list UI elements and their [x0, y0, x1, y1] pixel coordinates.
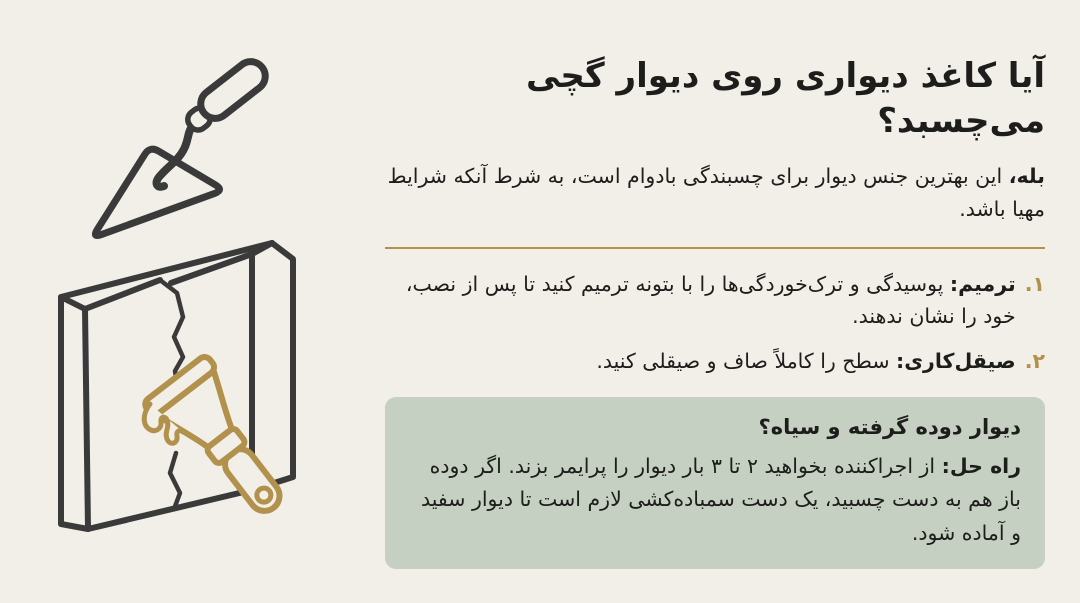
callout-text: از اجراکننده بخواهید ۲ تا ۳ بار دیوار را پرایمر بزند. اگر دوده باز هم به دست چسبید، یک دست سمباده‌کشی لازم است تا دیوار سفید و آماده شود. [420, 454, 1021, 545]
crack-lower [170, 453, 180, 509]
intro-text: این بهترین جنس دیوار برای چسبندگی بادوام است، به شرط آنکه شرایط مهیا باشد. [387, 163, 1045, 221]
putty-knife-icon [142, 354, 305, 532]
page-title: آیا کاغذ دیواری روی دیوار گچی می‌چسبد؟ [526, 56, 1045, 141]
step-body: پوسیدگی و ترک‌خوردگی‌ها را با بتونه ترمیم کنید تا پس از نصب، خود را نشان ندهند. [405, 272, 1016, 329]
intro-paragraph [385, 160, 1045, 226]
section-divider [385, 247, 1045, 249]
article [385, 54, 1045, 569]
step-lead: ترمیم: [949, 272, 1016, 297]
step-body: سطح را کاملاً صاف و صیقلی کنید. [596, 348, 897, 373]
step-number: ۱. [1024, 272, 1045, 297]
list-item [385, 269, 1045, 333]
step-text [385, 346, 1016, 378]
preparation-steps-list [385, 269, 1045, 377]
solution-callout-box [385, 397, 1045, 569]
intro-lead: بله، [1008, 163, 1045, 188]
callout-lead: راه حل: [941, 454, 1021, 479]
step-text [385, 269, 1016, 333]
callout-title: دیوار دوده گرفته و سیاه؟ [758, 414, 1021, 439]
illustration-panel [0, 0, 380, 603]
step-number: ۲. [1024, 348, 1045, 373]
step-lead: صیقل‌کاری: [896, 348, 1016, 373]
trowel-icon [95, 56, 271, 236]
callout-body [409, 450, 1021, 550]
list-item [385, 346, 1045, 378]
